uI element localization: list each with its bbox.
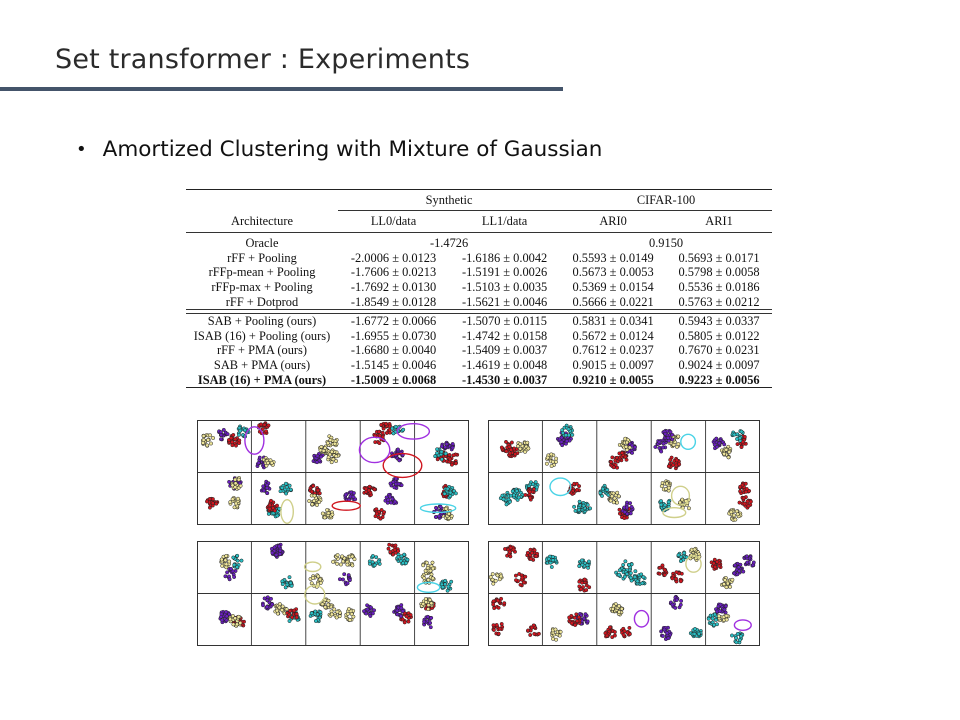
metric-header-ari0: ARI0 [599, 213, 627, 228]
cell-arch: rFF + Dotprod [225, 294, 299, 309]
cell-ll0: -1.5009 ± 0.0068 [350, 372, 437, 387]
cell-ari1: 0.5943 ± 0.0337 [678, 314, 760, 329]
cluster-plot-bottom-right [488, 541, 760, 646]
cell-ll1: -1.5103 ± 0.0035 [461, 279, 548, 294]
cell-ll1: -1.5621 ± 0.0046 [461, 294, 548, 309]
cell-ll1: -1.4530 ± 0.0037 [461, 372, 548, 387]
table-row [186, 314, 772, 329]
cell-ll0: -1.6955 ± 0.0730 [350, 328, 437, 343]
oracle-synthetic: -1.4726 [429, 236, 469, 251]
cell-ari0: 0.5666 ± 0.0221 [572, 294, 654, 309]
results-table [186, 189, 772, 388]
cluster-plot-top-left [197, 420, 469, 525]
table-row [186, 343, 772, 358]
cell-ari1: 0.5536 ± 0.0186 [678, 279, 760, 294]
cell-ll1: -1.4619 ± 0.0048 [461, 357, 548, 372]
table-row [186, 295, 772, 310]
cell-arch: rFFp-mean + Pooling [208, 265, 316, 280]
table-row-oracle [186, 236, 772, 251]
cell-ari0: 0.5672 ± 0.0124 [572, 328, 654, 343]
cell-arch: SAB + PMA (ours) [213, 357, 311, 372]
cell-arch: ISAB (16) + PMA (ours) [197, 372, 327, 387]
cluster-plot-top-right [488, 420, 760, 525]
table-row [186, 265, 772, 280]
table-row [186, 358, 772, 373]
cell-arch: SAB + Pooling (ours) [207, 314, 317, 329]
cell-ari0: 0.5673 ± 0.0053 [572, 265, 654, 280]
cell-ll0: -1.7692 ± 0.0130 [350, 279, 437, 294]
cell-ll1: -1.5409 ± 0.0037 [461, 343, 548, 358]
cell-ari1: 0.9024 ± 0.0097 [678, 357, 760, 372]
cell-ari1: 0.5798 ± 0.0058 [678, 265, 760, 280]
oracle-cifar: 0.9150 [649, 236, 684, 251]
cell-ll0: -1.8549 ± 0.0128 [350, 294, 437, 309]
bullet-item [76, 137, 602, 162]
cell-ari1: 0.7670 ± 0.0231 [678, 343, 760, 358]
cell-ll0: -2.0006 ± 0.0123 [350, 250, 437, 265]
table-row [186, 280, 772, 295]
cell-ll0: -1.6680 ± 0.0040 [350, 343, 437, 358]
cell-arch: rFFp-max + Pooling [211, 279, 313, 294]
cluster-plot-bottom-left [197, 541, 469, 646]
cell-ari0: 0.5369 ± 0.0154 [572, 279, 654, 294]
cluster-blob [608, 491, 621, 504]
metric-header-ll0: LL0/data [370, 213, 417, 228]
metric-header-ari1: ARI1 [705, 213, 733, 228]
metric-header-ll1: LL1/data [481, 213, 528, 228]
cell-ll1: -1.5070 ± 0.0115 [462, 314, 547, 329]
cell-ari1: 0.9223 ± 0.0056 [678, 372, 760, 387]
table-row [186, 373, 772, 388]
cell-ari0: 0.5831 ± 0.0341 [572, 314, 654, 329]
title-underline [0, 87, 563, 91]
arch-header: Architecture [231, 213, 293, 228]
cell-ll1: -1.4742 ± 0.0158 [461, 328, 548, 343]
cell-ari0: 0.9015 ± 0.0097 [572, 357, 654, 372]
cell-ari0: 0.9210 ± 0.0055 [572, 372, 654, 387]
row-arch: Oracle [245, 236, 279, 251]
cell-ari1: 0.5693 ± 0.0171 [678, 250, 760, 265]
group-header-cifar: CIFAR-100 [560, 190, 772, 210]
cell-arch: rFF + Pooling [227, 250, 297, 265]
cell-ari1: 0.5763 ± 0.0212 [678, 294, 760, 309]
bullet-text: Amortized Clustering with Mixture of Gaussian [102, 137, 603, 162]
cell-arch: ISAB (16) + Pooling (ours) [193, 328, 331, 343]
table-row [186, 251, 772, 266]
cell-ari0: 0.7612 ± 0.0237 [572, 343, 654, 358]
cluster-blob [578, 559, 591, 570]
slide-title: Set transformer : Experiments [55, 44, 471, 75]
cell-ari1: 0.5805 ± 0.0122 [678, 328, 760, 343]
cell-ll0: -1.6772 ± 0.0066 [350, 314, 437, 329]
group-header-synthetic: Synthetic [338, 190, 560, 210]
cell-ll0: -1.5145 ± 0.0046 [350, 357, 437, 372]
cell-ll1: -1.6186 ± 0.0042 [461, 250, 548, 265]
cell-ll0: -1.7606 ± 0.0213 [350, 265, 437, 280]
cell-ari0: 0.5593 ± 0.0149 [572, 250, 654, 265]
cell-arch: rFF + PMA (ours) [217, 343, 307, 358]
table-row [186, 329, 772, 344]
bullet-dot-icon: • [76, 139, 87, 160]
cell-ll1: -1.5191 ± 0.0026 [461, 265, 548, 280]
